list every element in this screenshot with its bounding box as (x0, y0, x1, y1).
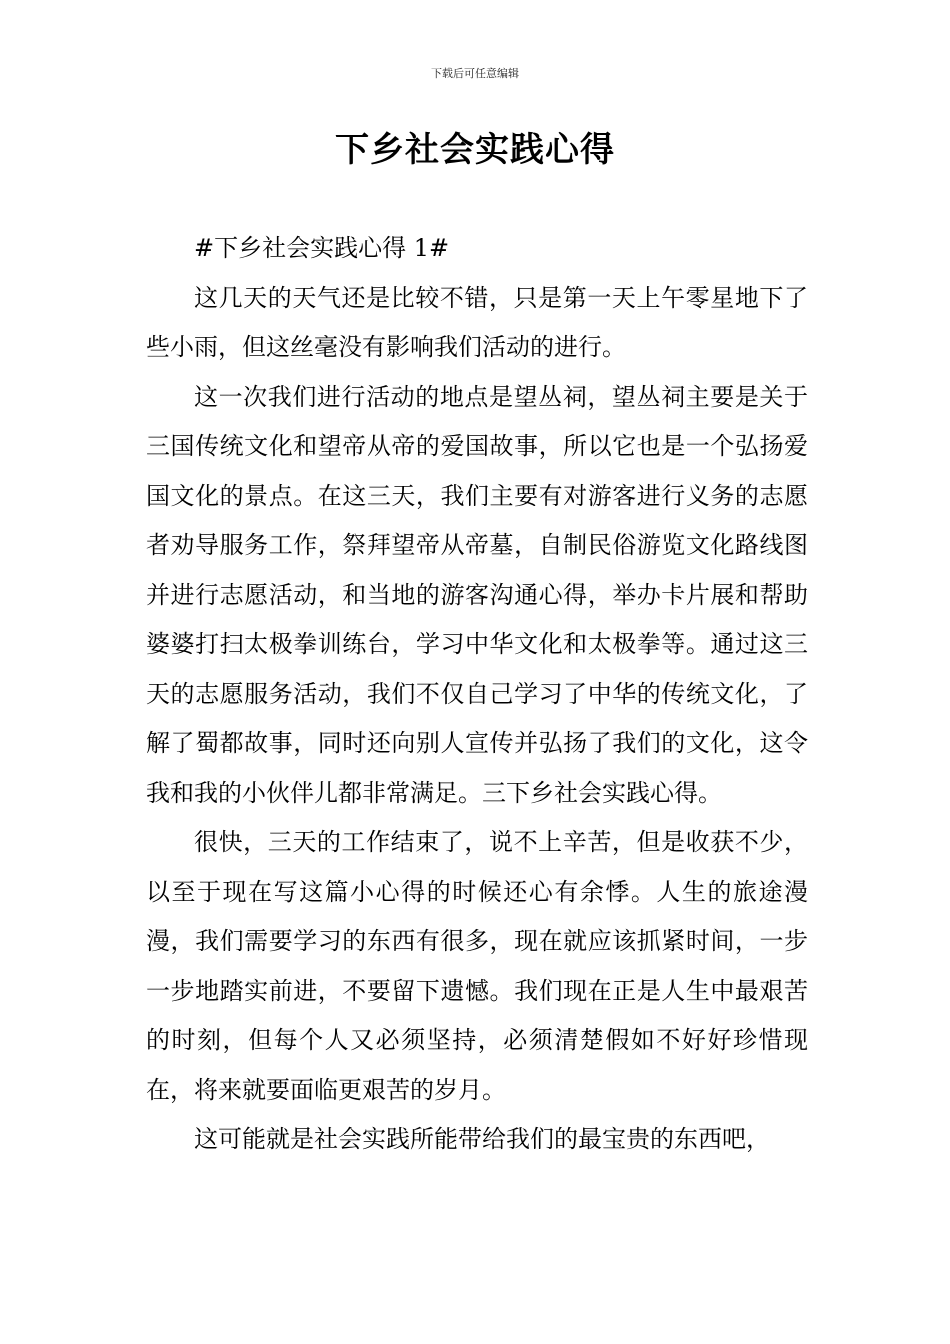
paragraph-1: 这几天的天气还是比较不错，只是第一天上午零星地下了些小雨，但这丝毫没有影响我们活动的进行。 (146, 283, 808, 361)
document-title: 下乡社会实践心得 (335, 130, 615, 170)
paragraph-3: 很快，三天的工作结束了，说不上辛苦，但是收获不少，以至于现在写这篇小心得的时候还心有余悸。人生的旅途漫漫，我们需要学习的东西有很多，现在就应该抓紧时间，一步一步地踏实前进，不要留下遗憾。我们现在正是人生中最艰苦的时刻，但每个人又必须坚持，必须清楚假如不好好珍惜现在，将来就要面临更艰苦的岁月。 (146, 828, 808, 1104)
page-header-note: 下载后可任意编辑 (431, 67, 519, 80)
paragraph-2: 这一次我们进行活动的地点是望丛祠，望丛祠主要是关于三国传统文化和望帝从帝的爱国故事，所以它也是一个弘扬爱国文化的景点。在这三天，我们主要有对游客进行义务的志愿者劝导服务工作，祭拜望帝从帝墓，自制民俗游览文化路线图并进行志愿活动，和当地的游客沟通心得，举办卡片展和帮助婆婆打扫太极拳训练台，学习中华文化和太极拳等。通过这三天的志愿服务活动，我们不仅自己学习了中华的传统文化，了解了蜀都故事，同时还向别人宣传并弘扬了我们的文化，这令我和我的小伙伴儿都非常满足。三下乡社会实践心得。 (146, 382, 808, 807)
section-heading: #下乡社会实践心得 1# (194, 234, 450, 262)
document-body (146, 224, 808, 1165)
paragraph-4: 这可能就是社会实践所能带给我们的最宝贵的东西吧， (194, 1125, 770, 1153)
